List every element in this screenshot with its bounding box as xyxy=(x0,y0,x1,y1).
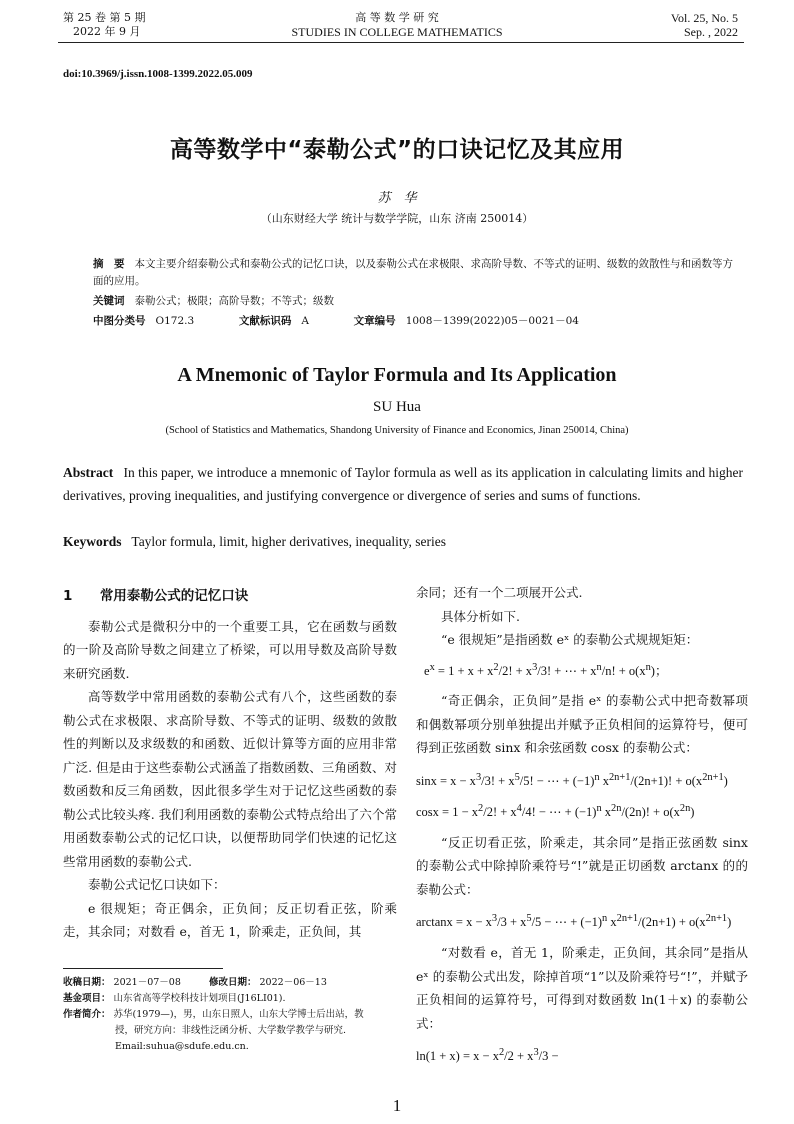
page-title-en: A Mnemonic of Taylor Formula and Its Application xyxy=(177,364,617,386)
doc-code-label: 文献标识码 xyxy=(238,315,292,327)
fund-text: 山东省高等学校科技计划项目(J16LI01). xyxy=(113,993,286,1004)
abstract-en-text: In this paper, we introduce a mnemonic of Taylor formula as well as its application in calculating limits and higher derivatives, proving inequalities, and justifying convergence or divergence of series and sums of functions. xyxy=(63,465,743,503)
abstract-zh-text: 本文主要介绍泰勒公式和泰勒公式的记忆口诀，以及泰勒公式在求极限、求高阶导数、不等式的证明、级数的敛散性与和函数等方面的应用。 xyxy=(93,258,734,287)
footnote xyxy=(63,975,397,1055)
author-zh: 苏 华 xyxy=(377,191,417,206)
right-paragraph-4: “奇正偶余，正负间”是指 eˣ 的泰勒公式中把奇数幂项和偶数幂项分别单独提出并赋予正负相间的运算符号，便可得到正弦函数 sinx 和余弦函数 cosx 的泰勒公式： xyxy=(416,693,748,756)
right-paragraph-5: “反正切看正弦，阶乘走，其余同”是指正弦函数 sinx 的泰勒公式中除掉阶乘符号“!”就是正切函数 arctanx 的的泰勒公式： xyxy=(416,834,748,897)
header-journal-en: STUDIES IN COLLEGE MATHEMATICS xyxy=(291,25,503,39)
paragraph-1: 泰勒公式是微积分中的一个重要工具，它在函数与函数的一阶及高阶导数之间建立了桥梁，可以用导数及高阶导数来研究函数. xyxy=(63,618,397,681)
revised-date: 2022－06－13 xyxy=(259,977,327,988)
abstract-zh-body xyxy=(93,256,733,290)
header-issue xyxy=(671,11,738,39)
author-bio-label: 作者简介： xyxy=(63,1009,111,1020)
formula-cos: $\cos x = 1 - x^2/2$! + $x^4/4$! − ⋯ + $(-1)^n$ $x^{2n}/(2n)$! + $o(x^{2n})$ xyxy=(416,803,695,820)
received-label: 收稿日期： xyxy=(63,977,111,988)
classification-line xyxy=(93,313,733,330)
footnote-author xyxy=(63,1007,397,1023)
article-no-label: 文章编号 xyxy=(353,315,396,327)
page-title-zh: 高等数学中“泰勒公式”的口诀记忆及其应用 xyxy=(169,137,625,163)
footnote-rule xyxy=(63,968,223,969)
formula-ln: $\ln(1 + x) = x - x^2/2 + x^3/3$ − xyxy=(416,1047,559,1064)
right-line-1: 余同；还有一个二项展开公式. xyxy=(416,585,583,600)
revised-label: 修改日期： xyxy=(208,977,257,988)
keywords-en xyxy=(63,530,743,553)
fund-label: 基金项目： xyxy=(63,993,111,1004)
section-number: 1 xyxy=(63,588,73,604)
article-no-value: 1008－1399(2022)05－0021－04 xyxy=(405,315,579,327)
header-journal-zh: 高 等 数 学 研 究 xyxy=(355,11,439,24)
formula-arctan: $\arctan x = x - x^3/3 + x^5/5$ − ⋯ + $(-1)^n$ $x^{2n+1}/(2n+1) + o(x^{2n+1})$ xyxy=(416,913,732,930)
right-paragraph-3: “e 很规矩”是指函数 eˣ 的泰勒公式规规矩矩： xyxy=(441,632,699,647)
doc-code-value: A xyxy=(301,315,309,327)
affiliation-zh: （山东财经大学 统计与数学学院，山东 济南 250014） xyxy=(260,212,534,225)
author-en: SU Hua xyxy=(373,399,421,415)
page-number: 1 xyxy=(392,1096,402,1115)
received-date: 2021－07－08 xyxy=(113,977,181,988)
section-heading xyxy=(63,585,397,609)
author-bio-line2: 授，研究方向：非线性泛函分析、大学数学教学与研究. xyxy=(115,1025,347,1036)
clc-value: O172.3 xyxy=(155,315,195,327)
header-issue-line: Vol. 25, No. 5 xyxy=(670,11,738,25)
abstract-zh xyxy=(93,256,733,330)
header-rule xyxy=(58,42,744,43)
header-volume-line: 第 25 卷 第 5 期 xyxy=(63,11,146,24)
paragraph-3: 泰勒公式记忆口诀如下： xyxy=(88,877,226,892)
clc-label: 中图分类号 xyxy=(93,315,146,327)
header-issue-date: Sep. , 2022 xyxy=(684,25,738,39)
formula-exp: $e^x = 1 + x + x^2/2$! + $x^3/3$! + ⋯ + $x^n/n$! + $o(x^n)$； xyxy=(424,661,668,678)
formula-sin: $\sin x = x - x^3/3$! + $x^5/5$! − ⋯ + $(-1)^n$ $x^{2n+1}/(2n+1)$! + $o(x^{2n+1})$ xyxy=(416,771,728,788)
abstract-en-label: Abstract xyxy=(63,465,114,480)
footnote-fund xyxy=(63,991,397,1007)
affiliation-en: (School of Statistics and Mathematics, Shandong University of Finance and Economics, Jinan 250014, China) xyxy=(165,425,629,436)
right-paragraph-6: “对数看 e，首无 1，阶乘走，正负间，其余同”是指从 eˣ 的泰勒公式出发，除掉首项“1”以及阶乘符号“!”，并赋予正负相间的运算符号，可得到对数函数 ln(1＋x) 的泰勒公式： xyxy=(416,945,748,1031)
keywords-zh xyxy=(93,293,733,310)
right-paragraph-2: 具体分析如下. xyxy=(441,608,520,624)
footnote-dates xyxy=(63,975,397,991)
author-bio-line1: 苏华(1979—)，男，山东日照人，山东大学博士后出站，教 xyxy=(113,1009,364,1020)
right-column xyxy=(416,581,748,1069)
keywords-zh-text: 泰勒公式；极限；高阶导数；不等式；级数 xyxy=(134,295,335,307)
paragraph-2: 高等数学中常用函数的泰勒公式有八个，这些函数的泰勒公式在求极限、求高阶导数、不等式的证明、级数的敛散性的判断以及求级数的和函数、近似计算等方面的应用非常广泛. 但是由于这些泰勒公式涵盖了指数函数、三角函数、对数函数和反三角函数，因此很多学生对于记忆这些函数的泰勒公式比较头疼. 我们利用函数的泰勒公式特点给出了六个常用函数泰勒公式的记忆口诀，以便帮助同学们快速的记忆这些常用函数的泰勒公式. xyxy=(63,689,397,869)
keywords-en-text: Taylor formula, limit, higher derivatives, inequality, series xyxy=(131,534,446,549)
paragraph-4: e 很规矩；奇正偶余，正负间；反正切看正弦，阶乘走，其余同；对数看 e，首无 1，阶乘走，正负间，其 xyxy=(63,900,397,939)
author-bio-email: Email:suhua@sdufe.edu.cn. xyxy=(115,1041,249,1052)
header-date-line: 2022 年 9 月 xyxy=(73,25,141,38)
section-title: 常用泰勒公式的记忆口诀 xyxy=(99,588,249,604)
doi: doi:10.3969/j.issn.1008-1399.2022.05.009 xyxy=(63,68,253,80)
keywords-zh-label: 关键词 xyxy=(93,295,125,307)
abstract-zh-label: 摘 要 xyxy=(93,258,125,270)
abstract-en xyxy=(63,461,743,507)
keywords-en-label: Keywords xyxy=(63,534,122,549)
left-column xyxy=(63,585,397,944)
